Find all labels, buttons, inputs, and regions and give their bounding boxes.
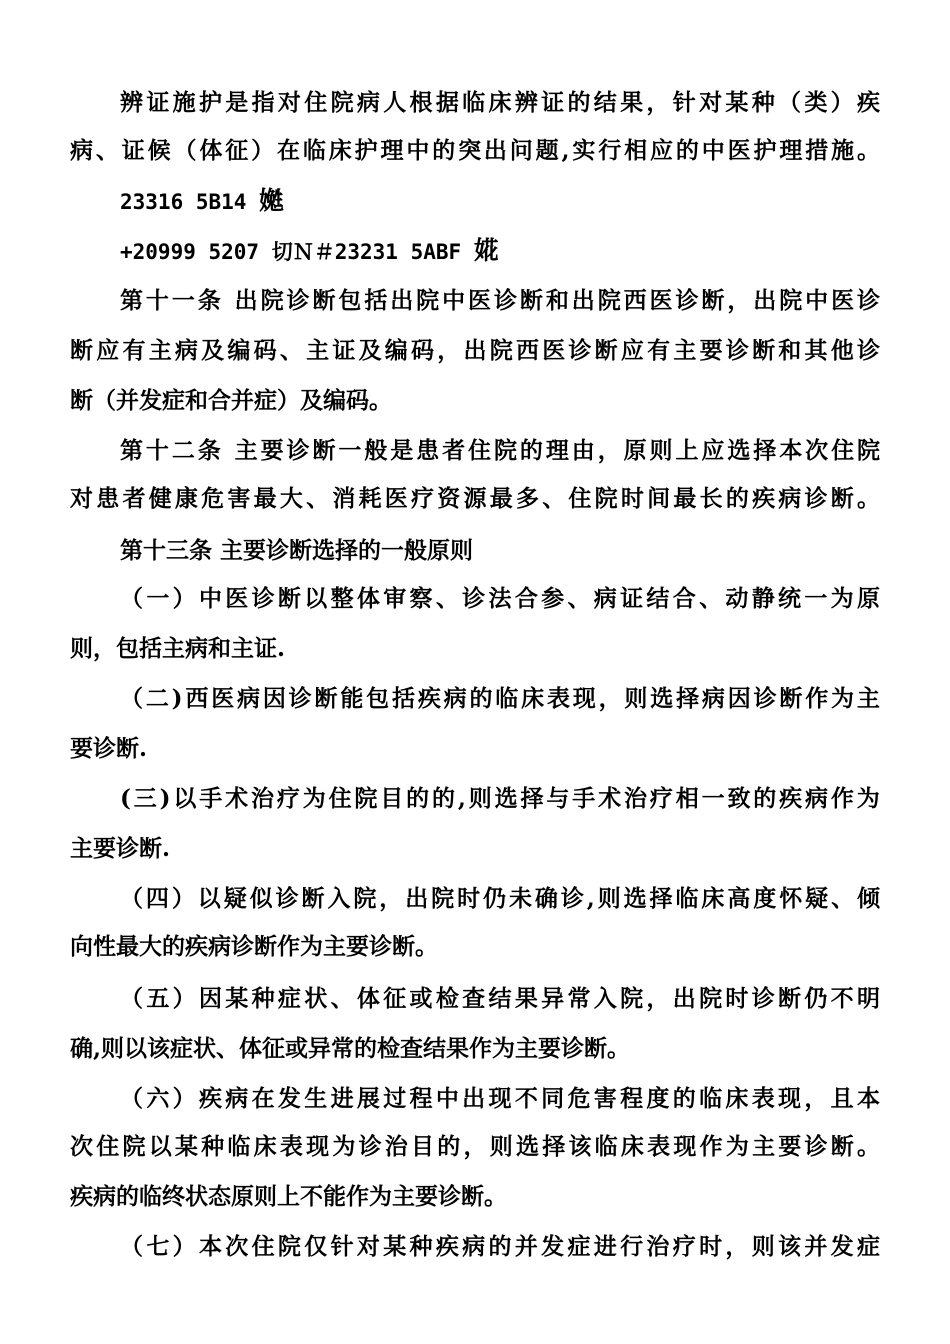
article-12-line-2: 对患者健康危害最大、消耗医疗资源最多、住院时间最长的疾病诊断。 [70,485,884,512]
code-glyph-1: 嬔 [259,186,285,215]
principle-4-line-1: （四）以疑似诊断入院，出院时仍未确诊,则选择临床高度怀疑、倾 [120,885,883,912]
article-12-line-1: 第十二条 主要诊断一般是患者住院的理由，原则上应选择本次住院 [120,437,883,464]
principle-1-line-2: 则，包括主病和主证. [70,635,286,662]
principle-4-line-2: 向性最大的疾病诊断作为主要诊断。 [70,933,438,960]
principle-3-line-1: (三)以手术治疗为住院目的的,则选择与手术治疗相一致的疾病作为 [120,785,883,812]
code-text-2: +20999 5207 切Ｎ＃23231 5ABF [120,240,474,264]
code-text-1: 23316 5B14 [120,190,260,214]
article-13-heading: 第十三条 主要诊断选择的一般原则 [120,537,474,564]
principle-3-line-2: 主要诊断. [70,835,171,862]
code-line-2 [120,236,499,266]
article-11-line-1: 第十一条 出院诊断包括出院中医诊断和出院西医诊断，出院中医诊 [120,287,883,314]
principle-7-line-1: （七）本次住院仅针对某种疾病的并发症进行治疗时，则该并发症 [120,1233,884,1260]
article-11-line-3: 断（并发症和合并症）及编码。 [70,387,392,414]
text-line-1: 辨证施护是指对住院病人根据临床辨证的结果，针对某种（类）疾 [120,89,884,116]
principle-6-line-3: 疾病的临终状态原则上不能作为主要诊断。 [70,1183,507,1210]
principle-5-line-1: （五）因某种症状、体征或检查结果异常入院，出院时诊断仍不明 [120,985,884,1012]
principle-2-line-1: （二)西医病因诊断能包括疾病的临床表现，则选择病因诊断作为主 [120,685,883,712]
principle-1-line-1: （一）中医诊断以整体审察、诊法合参、病证结合、动静统一为原 [120,585,884,612]
text-line-2: 病、证候（体征）在临床护理中的突出问题,实行相应的中医护理措施。 [70,137,883,164]
article-11-line-2: 断应有主病及编码、主证及编码，出院西医诊断应有主要诊断和其他诊 [70,337,884,364]
principle-6-line-2: 次住院以某种临床表现为诊治目的，则选择该临床表现作为主要诊断。 [70,1133,884,1160]
principle-5-line-2: 确,则以该症状、体征或异常的检查结果作为主要诊断。 [70,1035,631,1062]
code-glyph-2: 婲 [473,236,499,265]
principle-6-line-1: （六）疾病在发生进展过程中出现不同危害程度的临床表现，且本 [120,1085,884,1112]
code-line-1 [120,186,284,216]
principle-2-line-2: 要诊断. [70,735,148,762]
